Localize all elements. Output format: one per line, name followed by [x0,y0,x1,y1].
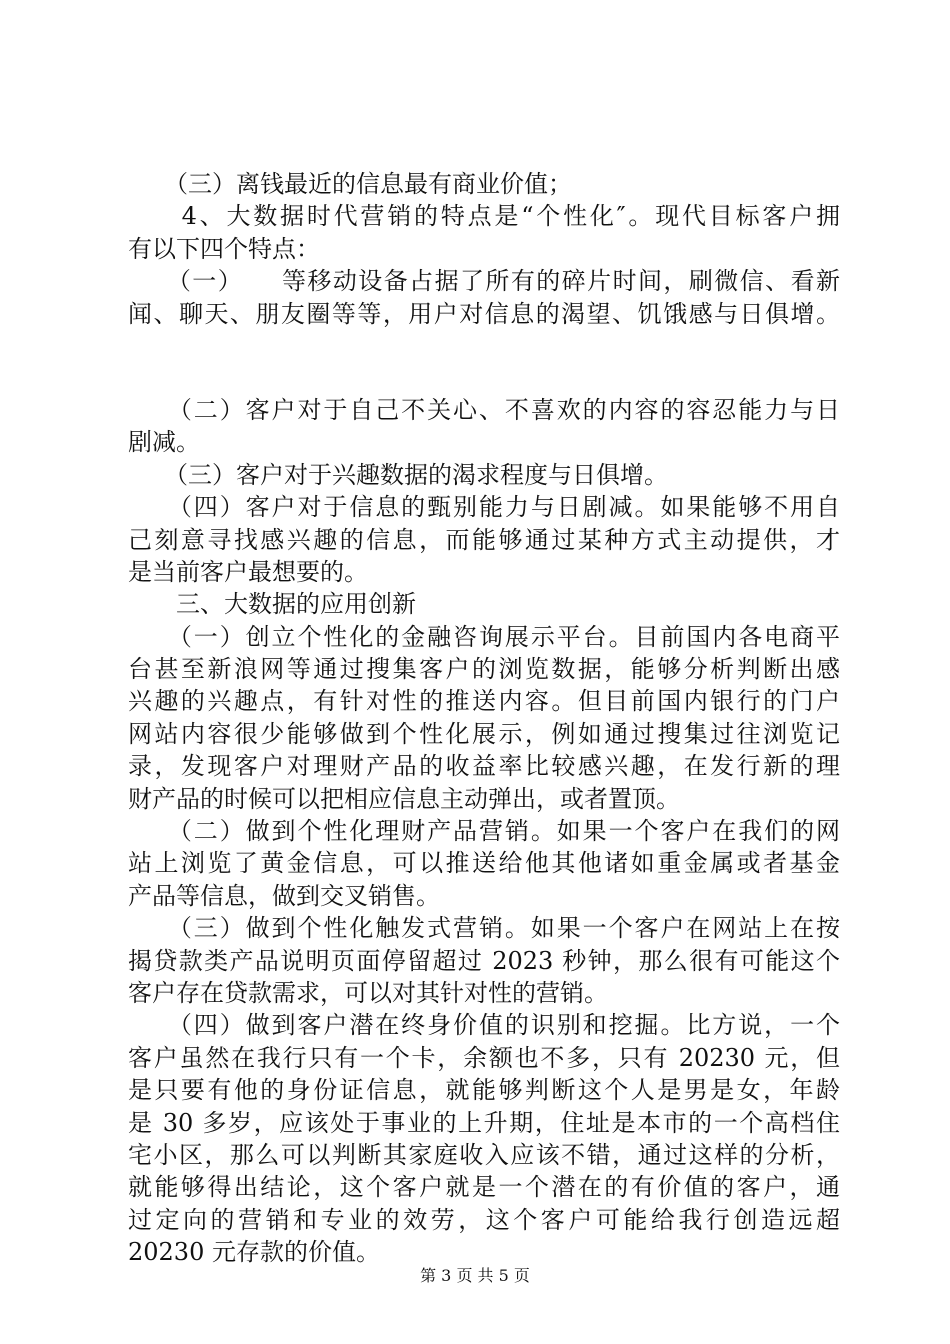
text-line: 网站内容很少能够做到个性化展示，例如通过搜集过往浏览记 [128,719,840,748]
text-line: 过定向的营销和专业的效劳，这个客户可能给我行创造远超 [128,1205,840,1234]
text-line: 客户虽然在我行只有一个卡，余额也不多，只有 20230 元，但 [128,1043,840,1072]
text-line: 是当前客户最想要的。 [128,557,368,586]
text-line: 揭贷款类产品说明页面停留超过 2023 秒钟，那么很有可能这个 [128,946,840,975]
text-line: 有以下四个特点： [128,234,320,263]
text-line: 录，发现客户对理财产品的收益率比较感兴趣，在发行新的理 [128,752,840,781]
text-line: （一） 等移动设备占据了所有的碎片时间，刷微信、看新 [128,267,840,296]
text-line: 闻、聊天、朋友圈等等，用户对信息的渴望、饥饿感与日俱增。 [128,299,840,328]
text-line: 产品等信息，做到交叉销售。 [128,881,440,910]
text-line: 财产品的时候可以把相应信息主动弹出，或者置顶。 [128,784,680,813]
text-line: （二）客户对于自己不关心、不喜欢的内容的容忍能力与日 [128,395,840,424]
text-line: （三）做到个性化触发式营销。如果一个客户在网站上在按 [128,914,840,943]
text-line: 是 30 多岁，应该处于事业的上升期，住址是本市的一个高档住 [128,1108,840,1137]
text-line: 台甚至新浪网等通过搜集客户的浏览数据，能够分析判断出感 [128,655,840,684]
text-line: 宅小区，那么可以判断其家庭收入应该不错，通过这样的分析， [128,1140,840,1169]
text-line: 剧减。 [128,428,200,457]
document-body [128,168,840,1269]
text-line: 客户存在贷款需求，可以对其针对性的营销。 [128,978,608,1007]
text-line: 己刻意寻找感兴趣的信息，而能够通过某种方式主动提供，才 [128,525,840,554]
text-line: 三、大数据的应用创新 [128,590,416,619]
text-line: （一）创立个性化的金融咨询展示平台。目前国内各电商平 [128,622,840,651]
text-line: （四）客户对于信息的甄别能力与日剧减。如果能够不用自 [128,493,840,522]
text-line: 就能够得出结论，这个客户就是一个潜在的有价值的客户，通 [128,1173,840,1202]
text-line: 20230 元存款的价值。 [128,1238,380,1267]
text-line: 4、大数据时代营销的特点是“个性化″。现代目标客户拥 [128,202,840,231]
text-line: （二）做到个性化理财产品营销。如果一个客户在我们的网 [128,817,840,846]
page-footer: 第 3 页 共 5 页 [420,1266,530,1285]
paragraph-gap [128,330,840,394]
text-line: （三）离钱最近的信息最有商业价值； [128,170,572,198]
text-line: 是只要有他的身份证信息，就能够判断这个人是男是女，年龄 [128,1076,840,1105]
text-line: （四）做到客户潜在终身价值的识别和挖掘。比方说，一个 [128,1011,840,1040]
text-line: （三）客户对于兴趣数据的渴求程度与日俱增。 [128,460,668,489]
text-line: 站上浏览了黄金信息，可以推送给他其他诸如重金属或者基金 [128,849,840,878]
text-line: 兴趣的兴趣点，有针对性的推送内容。但目前国内银行的门户 [128,687,840,716]
